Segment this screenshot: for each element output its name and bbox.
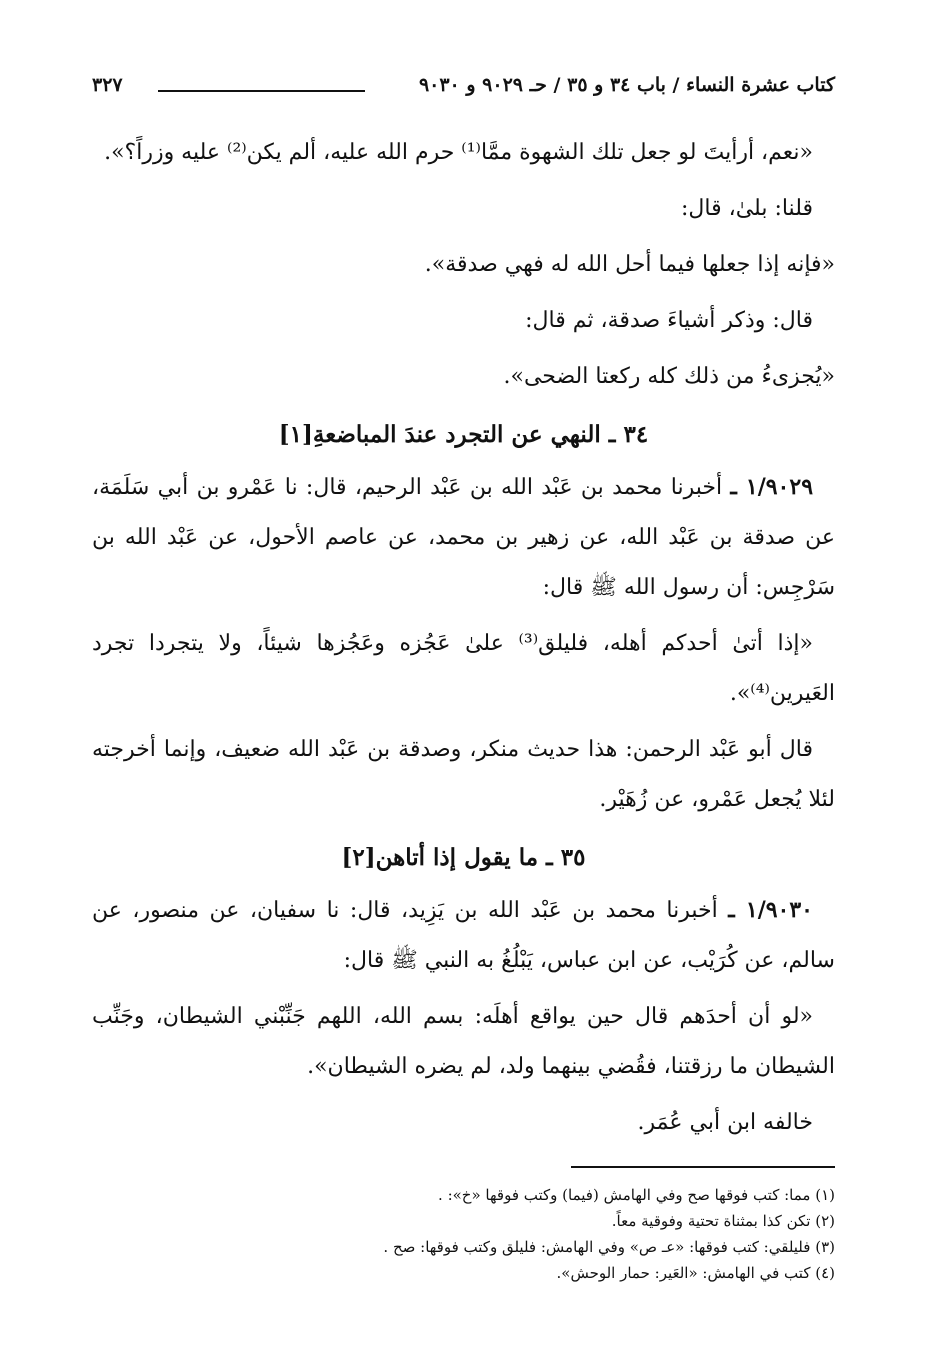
footnote: (٤) كتب في الهامش: «العَير: حمار الوحش». [556, 1264, 835, 1282]
hadith-isnad: أخبرنا محمد بن عَبْد الله بن عَبْد الرحيم، قال: نا عَمْرو بن أبي سَلَمَة، عن صدقة بن عَبْد الله، عن زهير بن محمد، عن عاصم الأحول، عن عَبْد الله بن سَرْجِس: أن رسول الله ﷺ قال: [92, 475, 835, 600]
footnotes [92, 1182, 835, 1286]
paragraph: «يُجزىءُ من ذلك كله ركعتا الضحى». [503, 364, 835, 389]
hadith-isnad: أخبرنا محمد بن عَبْد الله بن يَزِيد، قال: نا سفيان، عن منصور، عن سالم، عن كُرَيْب، عن ابن عباس، يَبْلُغُ به النبي ﷺ قال: [92, 898, 835, 973]
header-rule [158, 90, 365, 92]
hadith-9029 [92, 462, 835, 613]
page-number: ٣٢٧ [92, 74, 123, 96]
running-header [92, 74, 835, 114]
paragraph: «فإنه إذا جعلها فيما أحل الله له فهي صدقة». [424, 252, 835, 277]
author-comment: خالفه ابن أبي عُمَر. [637, 1110, 813, 1135]
page-body [92, 128, 835, 1148]
footnote: (٢) تكن كذا بمثناة تحتية وفوقية معاً. [611, 1212, 835, 1230]
chapter-heading-34: ٣٤ ـ النهي عن التجرد عندَ المباضعةِ[١] [278, 421, 649, 448]
hadith-matn: «إذا أتىٰ أحدكم أهله، فليلق⁽³⁾ علىٰ عَجُزه وعَجُزها شيئاً، ولا يتجردا تجرد العَيرين⁽⁴⁾». [92, 631, 835, 706]
footnote: (١) مما: كتب فوقها صح وفي الهامش (فيما) وكتب فوقها «خ»: . [438, 1186, 835, 1204]
hadith-number: ١/٩٠٣٠ ـ [728, 897, 813, 923]
footnote-rule [571, 1166, 835, 1168]
paragraph: «نعم، أرأيتَ لو جعل تلك الشهوة ممَّا⁽¹⁾ حرم الله عليه، ألم يكن⁽²⁾ عليه وزراً؟». [104, 140, 813, 165]
chapter-heading-35: ٣٥ ـ ما يقول إذا أتاهن[٢] [341, 844, 586, 871]
header-title: كتاب عشرة النساء / باب ٣٤ و ٣٥ / حـ ٩٠٢٩ و ٩٠٣٠ [418, 74, 835, 96]
paragraph: قلنا: بلىٰ، قال: [681, 196, 813, 221]
paragraph: قال: وذكر أشياءَ صدقة، ثم قال: [525, 308, 813, 333]
hadith-number: ١/٩٠٢٩ ـ [730, 474, 814, 500]
hadith-9030 [92, 885, 835, 986]
footnote: (٣) فليلقي: كتب فوقها: «عـ ص» وفي الهامش: فليلق وكتب فوقها: صح . [383, 1238, 835, 1256]
hadith-matn: «لو أن أحدَهم قال حين يواقع أهلَه: بسم الله، اللهم جَنِّبْني الشيطان، وجَنِّب الشيطان ما رزقتنا، فقُضي بينهما ولد، لم يضره الشيطان». [92, 1004, 835, 1079]
author-comment: قال أبو عَبْد الرحمن: هذا حديث منكر، وصدقة بن عَبْد الله ضعيف، وإنما أخرجته لئلا يُجعل عَمْرو، عن زُهَيْر. [92, 737, 835, 812]
